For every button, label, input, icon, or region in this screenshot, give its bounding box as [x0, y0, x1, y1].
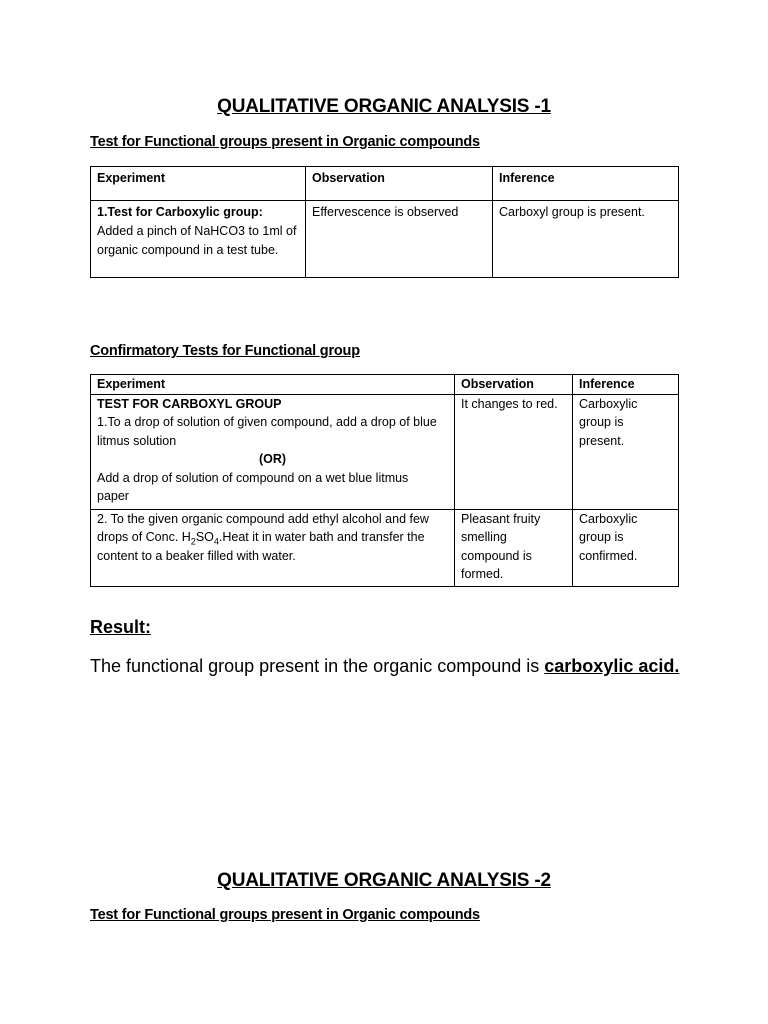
result-answer: carboxylic acid.: [544, 656, 680, 676]
experiment-cell: [91, 201, 306, 278]
result-sentence: The functional group present in the organic compound is: [90, 656, 545, 676]
confirmatory-title: Confirmatory Tests for Functional group: [90, 343, 360, 359]
step-two: Add a drop of solution of compound on a wet blue litmus paper: [97, 470, 409, 503]
inference-cell: Carboxylic group is confirmed.: [573, 509, 679, 586]
table-row: [91, 394, 679, 509]
functional-group-table: [90, 166, 679, 278]
header-experiment: Experiment: [91, 375, 455, 395]
table-header-row: [91, 375, 679, 395]
header-inference: Inference: [573, 375, 679, 395]
table-row: [91, 201, 679, 278]
observation-cell: Effervescence is observed: [306, 201, 493, 278]
header-observation: Observation: [306, 167, 493, 201]
header-observation: Observation: [455, 375, 573, 395]
observation-cell: Pleasant fruity smelling compound is formed.: [455, 509, 573, 586]
table-row: [91, 509, 679, 586]
subscript-2: 2: [190, 536, 196, 547]
result-heading: Result:: [90, 617, 152, 637]
step-one: 1.To a drop of solution of given compound, add a drop of blue litmus solution: [97, 415, 437, 448]
experiment-text-b: .Heat it in water bath and transfer the content to a beaker filled with water.: [97, 530, 425, 563]
header-experiment: Experiment: [91, 167, 306, 201]
section2-title: QUALITATIVE ORGANIC ANALYSIS -2: [217, 870, 551, 891]
confirmatory-table: [90, 374, 679, 587]
formula-so: SO: [195, 530, 214, 544]
experiment-text: Added a pinch of NaHCO3 to 1ml of organic compound in a test tube.: [97, 224, 297, 257]
inference-cell: Carboxyl group is present.: [493, 201, 679, 278]
experiment-cell: [91, 394, 455, 509]
result-text: [90, 653, 690, 680]
or-label: (OR): [258, 452, 287, 466]
inference-cell: Carboxylic group is present.: [573, 394, 679, 509]
table-header-row: [91, 167, 679, 201]
section1-subtitle: Test for Functional groups present in Organic compounds: [90, 134, 480, 150]
experiment-text-a: 2. To the given organic compound add ethyl alcohol and few drops of Conc. H: [97, 511, 429, 544]
experiment-cell: [91, 509, 455, 586]
section2-subtitle: Test for Functional groups present in Organic compounds: [90, 907, 480, 923]
header-inference: Inference: [493, 167, 679, 201]
experiment-title: 1.Test for Carboxylic group:: [97, 205, 263, 219]
subscript-4: 4: [213, 536, 219, 547]
section1-title: QUALITATIVE ORGANIC ANALYSIS -1: [217, 96, 551, 117]
test-title: TEST FOR CARBOXYL GROUP: [97, 396, 282, 411]
observation-cell: It changes to red.: [455, 394, 573, 509]
